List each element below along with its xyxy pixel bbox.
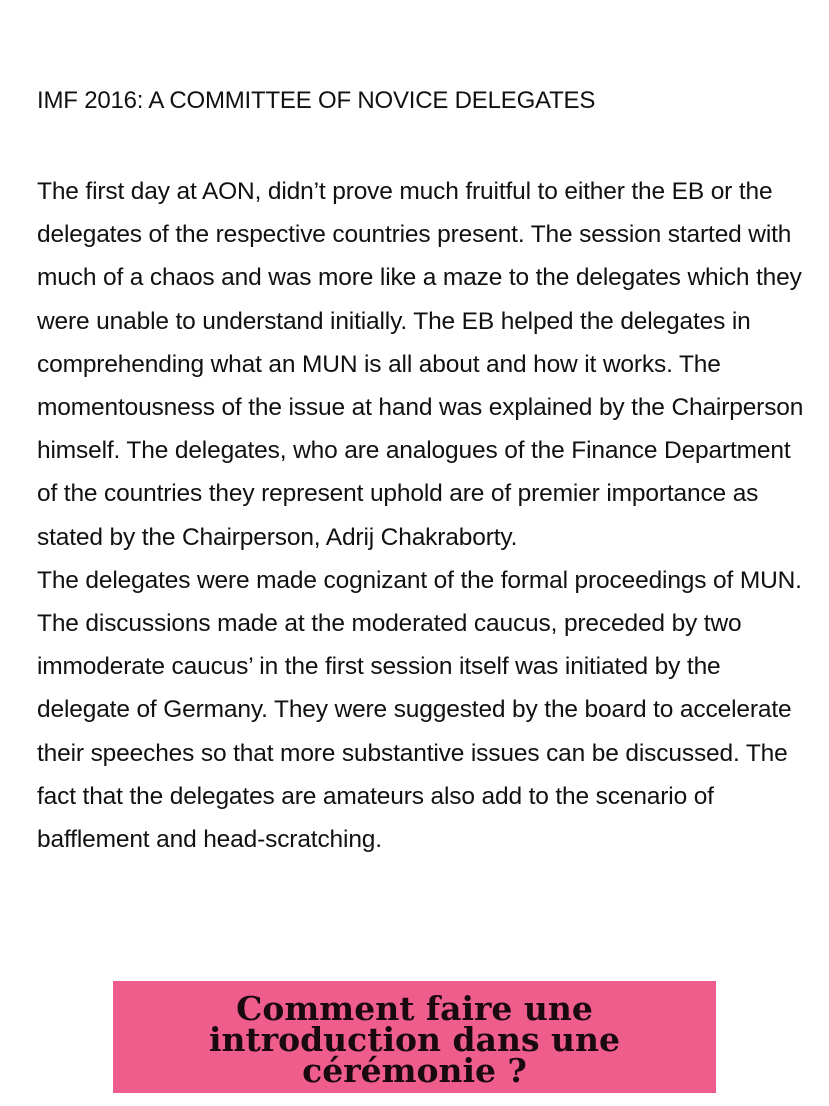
banner-link-text[interactable]: Comment faire une introduction dans une cérémonie ? [208,988,621,1090]
article-link-banner[interactable] [113,981,716,1093]
document-body [37,84,807,861]
paragraph-first-day: The first day at AON, didn’t prove much fruitful to either the EB or the delegates of the respective countries present. The session started with much of a chaos and was more like a maze to the delegates which they were unable to understand initially. The EB helped the delegates in comprehending what an MUN is all about and how it works. The momentousness of the issue at hand was explained by the Chairperson himself. The delegates, who are analogues of the Finance Department of the countries they represent uphold are of premier importance as stated by the Chairperson, Adrij Chakraborty. [37,178,804,551]
paragraph-proceedings: The delegates were made cognizant of the formal proceedings of MUN. The discussions made at the moderated caucus, preceded by two immoderate caucus’ in the first session itself was initiated by the delegate of Germany. They were suggested by the board to accelerate their speeches so that more substantive issues can be discussed. The fact that the delegates are amateurs also add to the scenario of bafflement and head-scratching. [37,566,802,854]
document-title: IMF 2016: A COMMITTEE OF NOVICE DELEGATES [37,87,596,114]
